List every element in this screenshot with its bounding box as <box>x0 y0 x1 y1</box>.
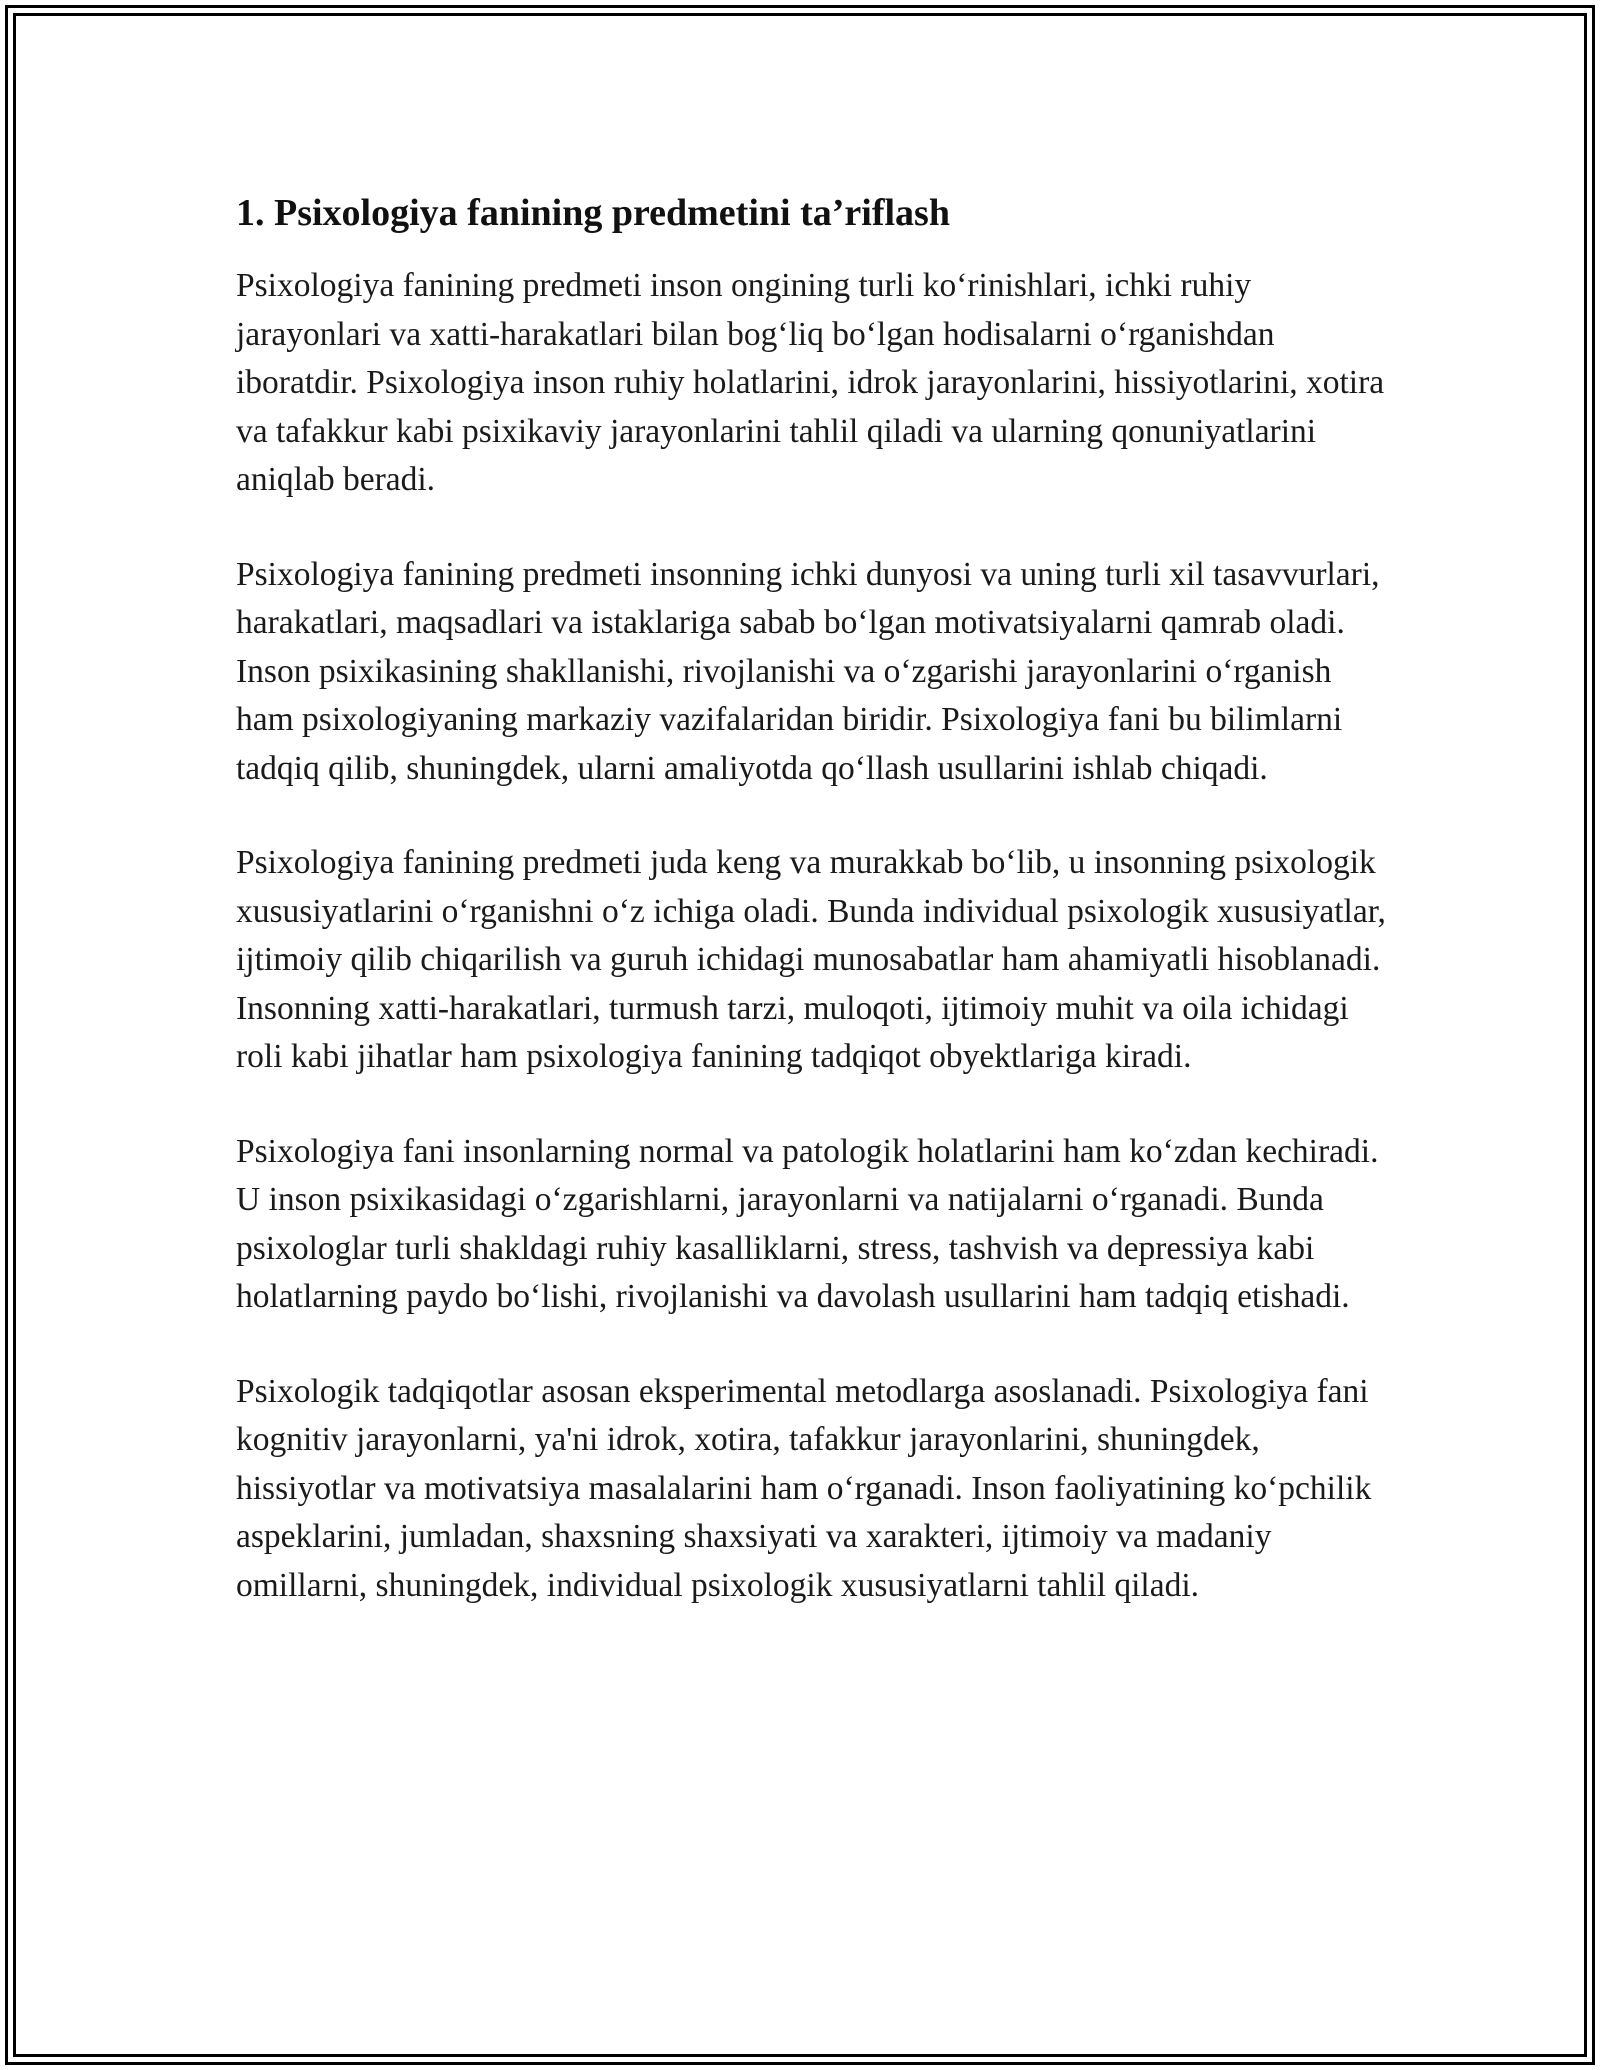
paragraph-1: Psixologiya fanining predmeti inson ongining turli ko‘rinishlari, ichki ruhiy jarayonlari va xatti-harakatlari bilan bog‘liq bo‘lgan hodisalarni o‘rganishdan iboratdir. Psixologiya inson ruhiy holatlarini, idrok jarayonlarini, hissiyotlarini, xotira va tafakkur kabi psixikaviy jarayonlarini tahlil qiladi va ularning qonuniyatlarini aniqlab beradi. <box>236 267 1385 498</box>
section-heading: 1. Psixologiya fanining predmetini ta’riflash <box>236 192 950 234</box>
paragraph-3: Psixologiya fanining predmeti juda keng va murakkab bo‘lib, u insonning psixologik xususiyatlarini o‘rganishni o‘z ichiga oladi. Bunda individual psixologik xususiyatlar, ijtimoiy qilib chiqarilish va guruh ichidagi munosabatlar ham ahamiyatli hisoblanadi. Insonning xatti-harakatlari, turmush tarzi, muloqoti, ijtimoiy muhit va oila ichidagi roli kabi jihatlar ham psixologiya fanining tadqiqot obyektlariga kiradi. <box>236 844 1386 1075</box>
paragraph-2: Psixologiya fanining predmeti insonning ichki dunyosi va uning turli xil tasavvurlari, harakatlari, maqsadlari va istaklariga sabab bo‘lgan motivatsiyalarni qamrab oladi. Inson psixikasining shakllanishi, rivojlanishi va o‘zgarishi jarayonlarini o‘rganish ham psixologiyaning markaziy vazifalaridan biridir. Psixologiya fani bu bilimlarni tadqiq qilib, shuningdek, ularni amaliyotda qo‘llash usullarini ishlab chiqadi. <box>236 555 1380 787</box>
document-body <box>236 190 1386 1656</box>
paragraph-4: Psixologiya fani insonlarning normal va patologik holatlarini ham ko‘zdan kechiradi. U inson psixikasidagi o‘zgarishlarni, jarayonlarni va natijalarni o‘rganadi. Bunda psixologlar turli shakldagi ruhiy kasalliklarni, stress, tashvish va depressiya kabi holatlarning paydo bo‘lishi, rivojlanishi va davolash usullarini ham tadqiq etishadi. <box>236 1132 1379 1315</box>
paragraph-5: Psixologik tadqiqotlar asosan eksperimental metodlarga asoslanadi. Psixologiya fani kognitiv jarayonlarni, ya'ni idrok, xotira, tafakkur jarayonlarini, shuningdek, hissiyotlar va motivatsiya masalalarini ham o‘rganadi. Inson faoliyatining ko‘pchilik aspeklarini, jumladan, shaxsning shaxsiyati va xarakteri, ijtimoiy va madaniy omillarni, shuningdek, individual psixologik xususiyatlarni tahlil qiladi. <box>236 1372 1372 1604</box>
